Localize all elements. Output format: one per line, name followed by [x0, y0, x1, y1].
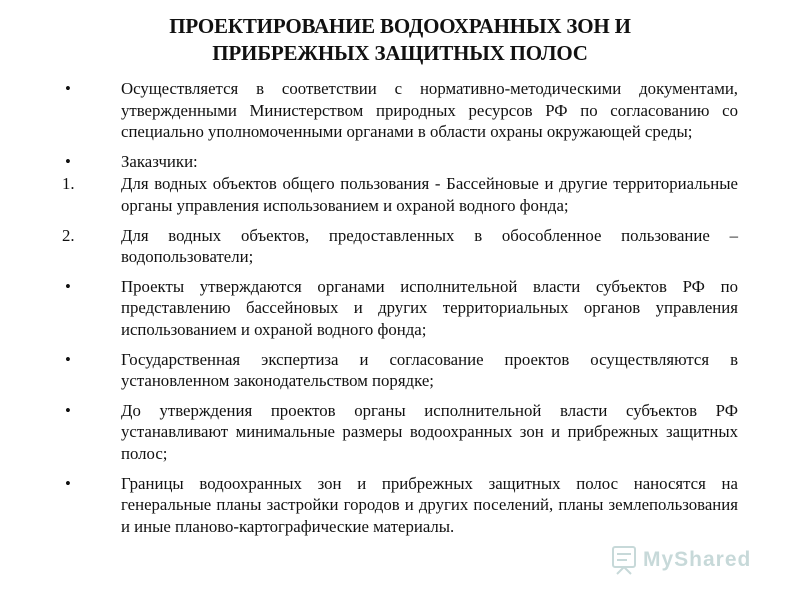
list-item-text: Государственная экспертиза и согласование проектов осуществляются в установленном законодательством порядке; [121, 349, 738, 391]
list-item-text: Проекты утверждаются органами исполнительной власти субъектов РФ по представлению бассейновых и других территориальных органов управления использованием и охраной водного фонда; [121, 276, 738, 339]
list-item [62, 276, 738, 341]
number-marker: 1. [62, 174, 75, 194]
watermark-logo-icon [611, 545, 637, 575]
list-item [62, 151, 738, 173]
list-item-text: Осуществляется в соответствии с нормативно-методическими документами, утвержденными Министерством природных ресурсов РФ по согласованию со специально уполномоченными органами в области охраны окружающей среды; [121, 79, 738, 142]
list-item-text: Для водных объектов общего пользования - Бассейновые и другие территориальные органы управления использованием и охраной водного фонда; [121, 174, 738, 215]
bullet-marker: • [65, 276, 71, 296]
list-item-text: До утверждения проектов органы исполнительной власти субъектов РФ устанавливают минимальные размеры водоохранных зон и прибрежных защитных полос; [121, 400, 738, 463]
list-item [62, 473, 738, 538]
bullet-marker: • [65, 79, 71, 98]
content-list [62, 78, 738, 537]
slide-title [0, 13, 800, 67]
watermark [611, 543, 761, 577]
watermark-text: MyShared [643, 548, 752, 571]
bullet-marker: • [65, 400, 71, 420]
list-item [62, 400, 738, 465]
list-item-text: Заказчики: [121, 151, 198, 171]
bullet-marker: • [65, 473, 71, 493]
list-item-text: Границы водоохранных зон и прибрежных защитных полос наносятся на генеральные планы застройки городов и других поселений, планы землепользования и иные планово-картографические материалы. [121, 473, 738, 536]
bullet-marker: • [65, 349, 71, 369]
title-line-1: ПРОЕКТИРОВАНИЕ ВОДООХРАННЫХ ЗОН И [169, 14, 631, 38]
list-item [62, 349, 738, 392]
number-marker: 2. [62, 225, 75, 245]
list-item [62, 78, 738, 143]
bullet-marker: • [65, 151, 71, 171]
list-item [62, 225, 738, 268]
title-line-2: ПРИБРЕЖНЫХ ЗАЩИТНЫХ ПОЛОС [212, 41, 588, 65]
list-item-text: Для водных объектов, предоставленных в обособленное пользование – водопользователи; [121, 225, 738, 267]
list-item [62, 173, 738, 216]
